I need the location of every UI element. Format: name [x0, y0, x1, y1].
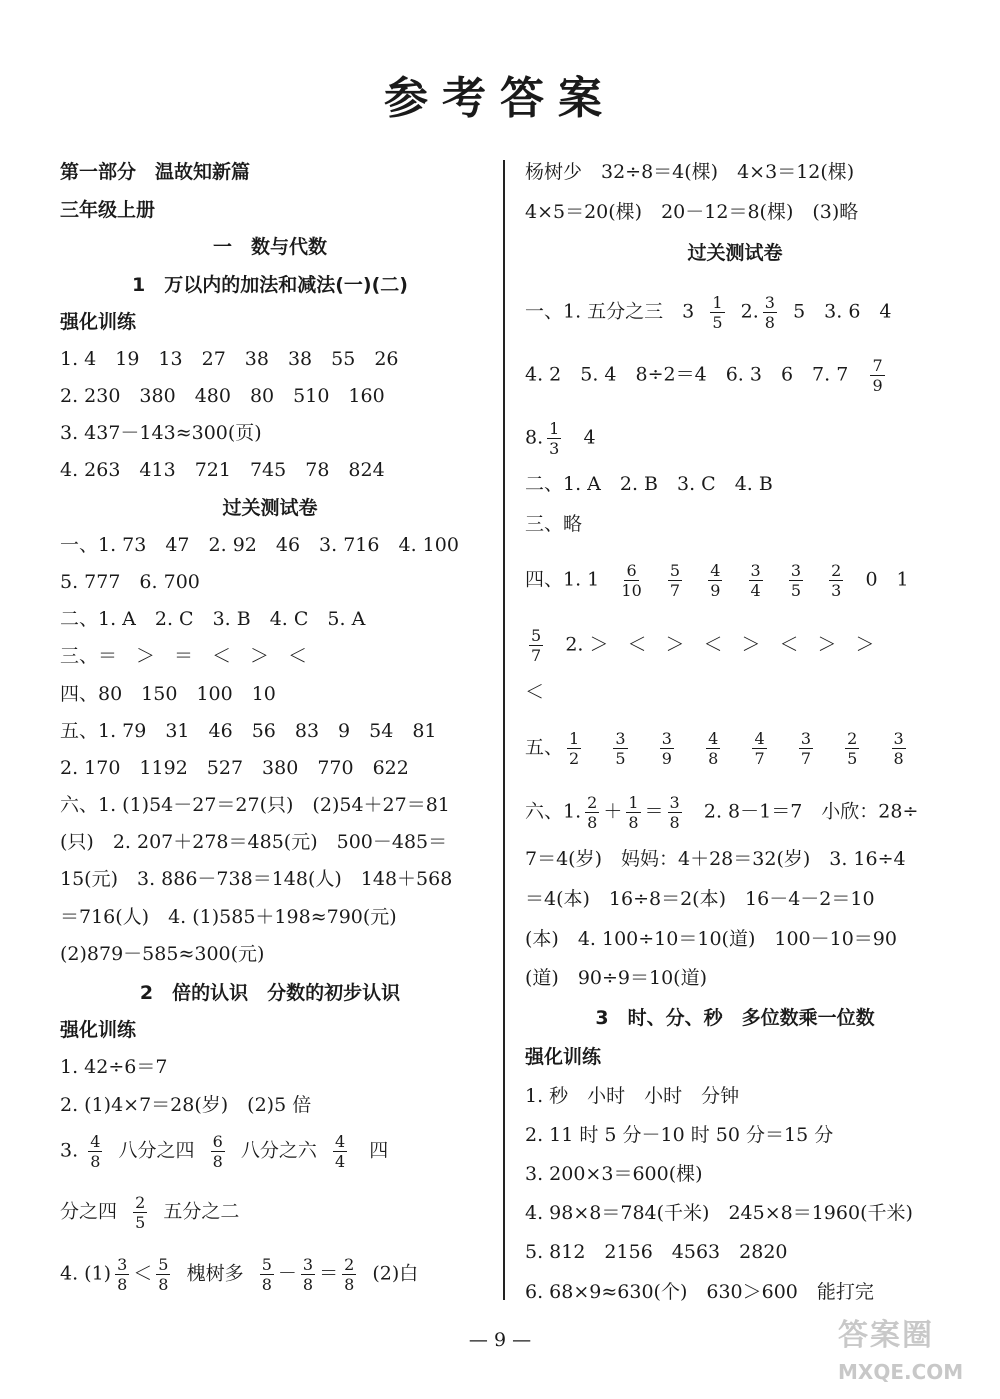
fraction-numerator: 3: [750, 561, 761, 580]
answer-line-fractions: 8. $\frac{1}{3}$ 4: [525, 419, 596, 458]
answer-line: (道) 90÷9＝10(道): [525, 967, 708, 989]
fraction-numerator: 1: [569, 729, 580, 748]
fraction: [789, 562, 803, 599]
fraction-numerator: 3: [117, 1255, 128, 1274]
answer-line: 三、略: [525, 513, 583, 535]
fraction-numerator: 2: [135, 1193, 146, 1212]
grade-heading: 三年级上册: [60, 199, 156, 221]
answer-line: 1. 4 19 13 27 38 38 55 26: [60, 348, 399, 370]
training-heading: 强化训练: [60, 1019, 137, 1041]
fraction-denominator: 8: [261, 1275, 272, 1294]
fraction-denominator: 8: [764, 313, 775, 332]
fraction-numerator: 2: [587, 793, 598, 812]
fraction-numerator: 3: [800, 729, 811, 748]
unit-heading: 一 数与代数: [212, 236, 327, 258]
answer-line: 2. 170 1192 527 380 770 622: [60, 757, 409, 779]
fraction: [585, 794, 599, 831]
fraction-denominator: 9: [872, 376, 883, 395]
test-heading: 过关测试卷: [687, 242, 783, 264]
fraction: [708, 562, 722, 599]
fraction-denominator: 7: [669, 581, 681, 600]
fraction: [333, 1133, 347, 1170]
fraction: [799, 730, 813, 767]
fraction-numerator: 4: [334, 1132, 346, 1151]
answer-line: ＝716(人) 4. (1)585＋198≈790(元): [60, 906, 397, 928]
fraction: [763, 294, 777, 331]
fraction-denominator: 5: [847, 749, 858, 768]
fraction-numerator: 6: [212, 1132, 223, 1151]
answer-line-fractions: 六、1. $\frac{2}{8}$ ＋ $\frac{1}{8}$ ＝ $\frac{3}{8}$ 2. 8－1＝7 小欣：28÷: [525, 793, 919, 832]
fraction-denominator: 5: [790, 581, 801, 600]
fraction-denominator: 9: [661, 749, 672, 768]
fraction-numerator: 4: [708, 729, 719, 748]
lesson-heading: 3 时、分、秒 多位数乘一位数: [595, 1007, 875, 1029]
fraction-numerator: 3: [302, 1255, 314, 1274]
fraction-denominator: 7: [800, 749, 811, 768]
fraction-numerator: 1: [712, 293, 723, 312]
answer-line-fractions: 3. $\frac{4}{8}$ 八分之四 $\frac{6}{8}$ 八分之六 $\frac{4}{4}$ 四: [60, 1132, 389, 1171]
fraction-numerator: 3: [661, 729, 672, 748]
fraction: [668, 562, 682, 599]
fraction: [749, 562, 763, 599]
fraction: [529, 627, 543, 664]
answer-line: (2)879－585≈300(元): [60, 943, 265, 965]
fraction-denominator: 8: [587, 813, 598, 832]
answer-line: 2. 11 时 5 分－10 时 50 分＝15 分: [525, 1124, 834, 1146]
fraction-denominator: 8: [628, 813, 639, 832]
fraction-numerator: 3: [669, 793, 680, 812]
watermark-url: MXQE.COM: [838, 1360, 964, 1384]
training-heading: 强化训练: [60, 311, 137, 333]
answer-line: (本) 4. 100÷10＝10(道) 100－10＝90: [525, 928, 897, 950]
answer-line-fractions: 4. (1) $\frac{3}{8}$ ＜ $\frac{5}{8}$ 槐树多 $\frac{5}{8}$ － $\frac{3}{8}$ ＝ $\frac{2}{8}$ (2)白: [60, 1255, 419, 1294]
page-title: 参考答案: [384, 73, 616, 124]
training-heading: 强化训练: [525, 1046, 602, 1068]
fraction-numerator: 6: [626, 561, 637, 580]
fraction-denominator: 7: [531, 646, 542, 665]
answer-line: 二、1. A 2. C 3. B 4. C 5. A: [60, 608, 366, 630]
fraction-numerator: 1: [628, 793, 639, 812]
answer-line: 5. 777 6. 700: [60, 571, 200, 593]
fraction: [156, 1256, 170, 1293]
fraction-denominator: 8: [302, 1275, 314, 1294]
fraction: [710, 294, 724, 331]
answer-line-fractions: 五、 $\frac{1}{2}$ $\frac{3}{5}$ $\frac{3}{9}$ $\frac{4}{8}$ $\frac{4}{7}$ $\frac{3}{7}$ $\frac{2}{5}$ $\frac{3}{8}$: [525, 729, 904, 768]
answer-line: 7＝4(岁) 妈妈：4＋28＝32(岁) 3. 16÷4: [525, 848, 906, 870]
lesson-heading: 1 万以内的加法和减法(一)(二): [132, 274, 408, 296]
fraction: [668, 794, 682, 831]
fraction: [892, 730, 906, 767]
lesson-heading: 2 倍的认识 分数的初步认识: [139, 982, 401, 1004]
fraction: [567, 730, 581, 767]
fraction: [752, 730, 766, 767]
answer-line-fractions: 4. 2 5. 4 8÷2＝4 6. 3 6 7. 7 $\frac{7}{9}$: [525, 356, 883, 395]
fraction-denominator: 8: [344, 1275, 355, 1294]
watermark-text: 答案圈: [838, 1318, 934, 1353]
fraction: [870, 357, 884, 394]
fraction-denominator: 2: [569, 749, 580, 768]
answer-line: (只) 2. 207＋278＝485(元) 500－485＝: [60, 831, 448, 853]
fraction-numerator: 3: [893, 729, 904, 748]
fraction-numerator: 3: [764, 293, 775, 312]
fraction-denominator: 8: [212, 1152, 223, 1171]
answer-line-fractions: 分之四 $\frac{2}{5}$ 五分之二: [60, 1193, 240, 1232]
fraction-denominator: 9: [710, 581, 721, 600]
fraction-numerator: 5: [261, 1255, 272, 1274]
answer-line: 5. 812 2156 4563 2820: [525, 1241, 788, 1263]
fraction-numerator: 3: [615, 729, 626, 748]
fraction: [626, 794, 640, 831]
fraction-denominator: 5: [615, 749, 626, 768]
fraction-numerator: 5: [669, 561, 681, 580]
answer-line: ＜: [525, 681, 545, 703]
fraction: [706, 730, 720, 767]
fraction-denominator: 7: [754, 749, 765, 768]
answer-line: 一、1. 73 47 2. 92 46 3. 716 4. 100: [60, 534, 459, 556]
answer-line: 三、＝ ＞ ＝ ＜ ＞ ＜: [60, 645, 308, 667]
fraction: [211, 1133, 225, 1170]
fraction: [621, 562, 641, 599]
fraction-denominator: 8: [669, 813, 680, 832]
fraction-numerator: 1: [549, 419, 560, 438]
test-heading: 过关测试卷: [222, 497, 318, 519]
answer-line: 五、1. 79 31 46 56 83 9 54 81: [60, 720, 437, 742]
fraction-denominator: 4: [334, 1152, 346, 1171]
fraction-numerator: 2: [847, 729, 858, 748]
fraction-numerator: 4: [90, 1132, 101, 1151]
fraction-numerator: 4: [754, 729, 765, 748]
answer-line: 4. 98×8＝784(千米) 245×8＝1960(千米): [525, 1202, 913, 1224]
fraction-numerator: 4: [710, 561, 721, 580]
column-divider: [503, 160, 505, 1300]
answer-line: 6. 68×9≈630(个) 630＞600 能打完: [525, 1281, 874, 1303]
fraction-denominator: 10: [621, 581, 642, 600]
fraction-denominator: 5: [135, 1213, 146, 1232]
fraction-denominator: 3: [549, 439, 560, 458]
fraction-denominator: 8: [90, 1152, 101, 1171]
answer-line: 六、1. (1)54－27＝27(只) (2)54＋27＝81: [60, 794, 450, 816]
fraction-numerator: 7: [872, 356, 883, 375]
fraction-denominator: 3: [831, 581, 842, 600]
fraction: [260, 1256, 274, 1293]
fraction: [301, 1256, 315, 1293]
answer-line: 四、80 150 100 10: [60, 683, 276, 705]
watermark-logo: [838, 1310, 988, 1390]
answer-line: 2. 230 380 480 80 510 160: [60, 385, 385, 407]
page-number: — 9 —: [468, 1329, 532, 1351]
fraction-denominator: 8: [708, 749, 719, 768]
answer-line: 1. 42÷6＝7: [60, 1056, 168, 1078]
part-heading: 第一部分 温故知新篇: [60, 161, 251, 183]
answer-line-fractions: 一、1. 五分之三 3 $\frac{1}{5}$ 2. $\frac{3}{8}$ 5 3. 6 4: [525, 293, 892, 332]
answer-line: 二、1. A 2. B 3. C 4. B: [525, 473, 773, 495]
answer-line-fractions: 四、1. 1 $\frac{6}{10}$ $\frac{5}{7}$ $\frac{4}{9}$ $\frac{3}{4}$ $\frac{3}{5}$ $\frac{2}{3}$ 0 1: [525, 561, 909, 600]
fraction-denominator: 8: [158, 1275, 169, 1294]
fraction: [342, 1256, 356, 1293]
answer-line: 3. 437－143≈300(页): [60, 422, 262, 444]
fraction-numerator: 2: [831, 561, 842, 580]
answer-line: 杨树少 32÷8＝4(棵) 4×3＝12(棵): [525, 161, 855, 183]
answer-line-fractions: $\frac{5}{7}$ 2. ＞ ＜ ＞ ＜ ＞ ＜ ＞ ＞: [531, 626, 875, 665]
fraction-denominator: 8: [117, 1275, 128, 1294]
answer-line: 15(元) 3. 886－738＝148(人) 148＋568: [60, 868, 453, 890]
fraction: [133, 1194, 147, 1231]
fraction-numerator: 5: [158, 1255, 169, 1274]
fraction-numerator: 2: [344, 1255, 355, 1274]
fraction: [547, 420, 561, 457]
fraction: [88, 1133, 102, 1170]
fraction-denominator: 5: [712, 313, 723, 332]
fraction-denominator: 4: [750, 581, 761, 600]
fraction-numerator: 3: [790, 561, 801, 580]
answer-line: 4. 263 413 721 745 78 824: [60, 459, 385, 481]
fraction: [829, 562, 843, 599]
fraction: [845, 730, 859, 767]
answer-line: ＝4(本) 16÷8＝2(本) 16－4－2＝10: [525, 888, 875, 910]
answer-line: 4×5＝20(棵) 20－12＝8(棵) (3)略: [525, 201, 859, 223]
fraction-numerator: 5: [531, 626, 542, 645]
fraction: [660, 730, 674, 767]
fraction: [613, 730, 627, 767]
fraction: [115, 1256, 129, 1293]
answer-line: 2. (1)4×7＝28(岁) (2)5 倍: [60, 1094, 312, 1116]
answer-line: 1. 秒 小时 小时 分钟: [525, 1085, 740, 1107]
answer-line: 3. 200×3＝600(棵): [525, 1163, 703, 1185]
fraction-denominator: 8: [893, 749, 904, 768]
